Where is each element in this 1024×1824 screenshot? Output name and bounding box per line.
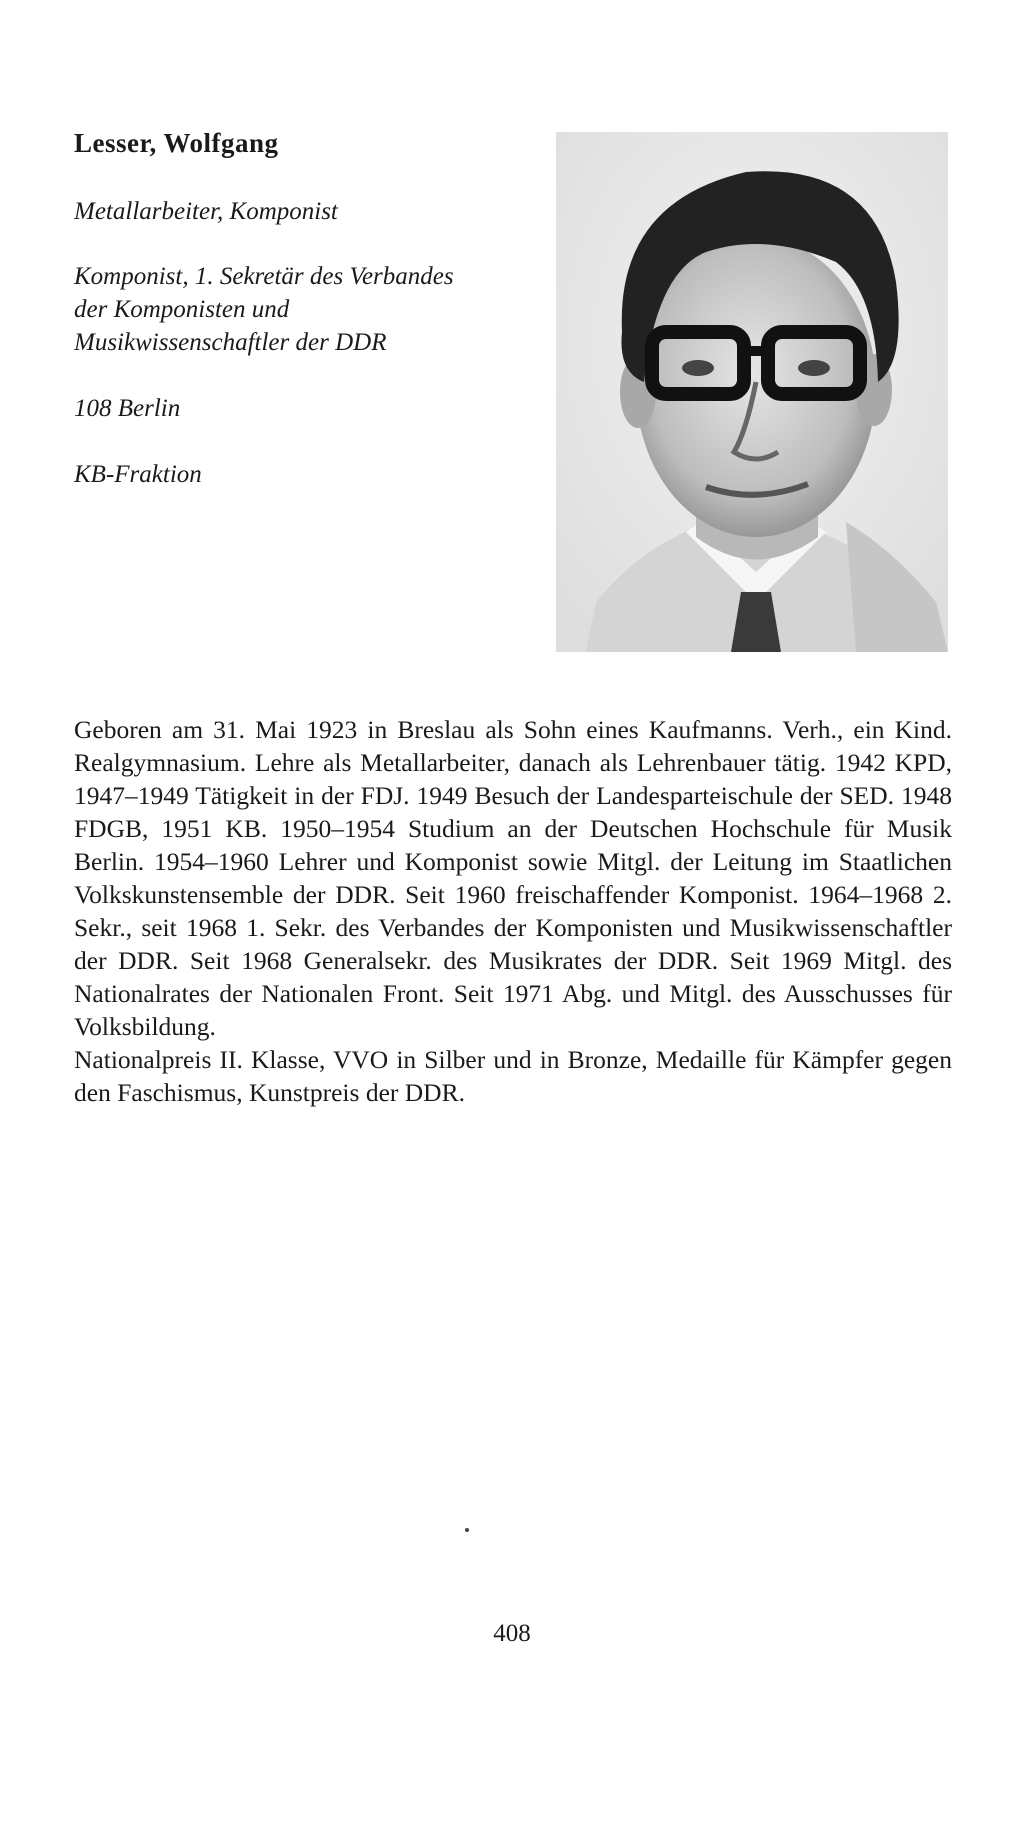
- entry-position: Komponist, 1. Sekretär des Verbandes der Komponisten und Musikwissenschaftler der DDR: [74, 263, 454, 356]
- speck: [465, 1528, 469, 1532]
- biography-paragraph-1: Geboren am 31. Mai 1923 in Breslau als Sohn eines Kaufmanns. Verh., ein Kind. Realgymnasium. Lehre als Metallarbeiter, danach als Lehrenbauer tätig. 1942 KPD, 1947–1949 Tätigkeit in der FDJ. 1949 Besuch der Landesparteischule der SED. 1948 FDGB, 1951 KB. 1950–1954 Studium an der Deutschen Hochschule für Musik Berlin. 1954–1960 Lehrer und Komponist sowie Mitgl. der Leitung im Staatlichen Volkskunstensemble der DDR. Seit 1960 freischaffender Komponist. 1964–1968 2. Sekr., seit 1968 1. Sekr. des Verbandes der Komponisten und Musikwissenschaftler der DDR. Seit 1968 Generalsekr. des Musikrates der DDR. Seit 1969 Mitgl. des Nationalrates der Nationalen Front. Seit 1971 Abg. und Mitgl. des Ausschusses für Volksbildung.: [74, 715, 952, 1041]
- portrait-photo: [556, 132, 948, 652]
- entry-profession: Metallarbeiter, Komponist: [74, 198, 338, 225]
- page-number: 408: [493, 1620, 531, 1647]
- entry-name: Lesser, Wolfgang: [74, 128, 279, 158]
- biography-text: [74, 713, 952, 1109]
- biography-paragraph-2: Nationalpreis II. Klasse, VVO in Silber und in Bronze, Medaille für Kämpfer gegen den Faschismus, Kunstpreis der DDR.: [74, 1045, 952, 1107]
- entry-location: 108 Berlin: [74, 395, 181, 422]
- entry-faction: KB-Fraktion: [74, 461, 202, 488]
